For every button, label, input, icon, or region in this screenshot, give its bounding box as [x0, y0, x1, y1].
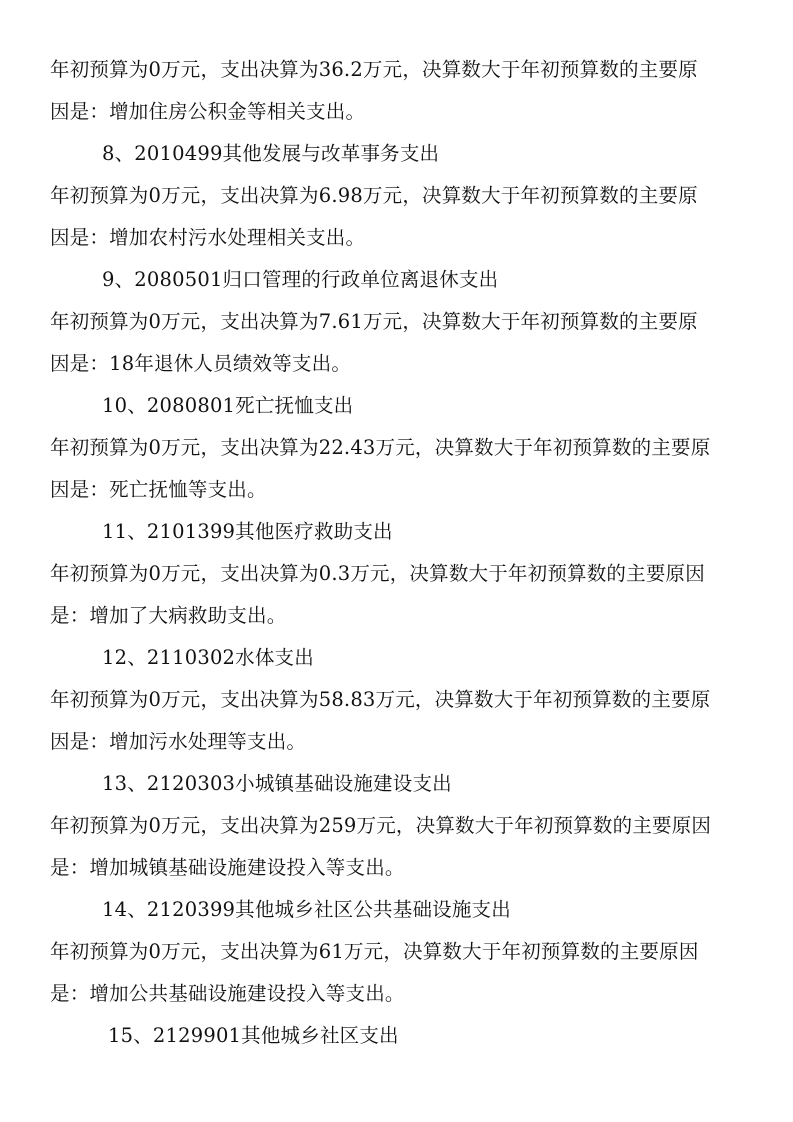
section-heading: 11、2101399其他医疗救助支出 [102, 520, 393, 543]
paragraph-line: 因是：增加污水处理等支出。 [50, 730, 307, 753]
section-heading: 8、2010499其他发展与改革事务支出 [102, 142, 440, 165]
section-heading: 14、2120399其他城乡社区公共基础设施支出 [102, 898, 511, 921]
paragraph-line: 年初预算为0万元，支出决算为22.43万元，决算数大于年初预算数的主要原 [50, 436, 711, 459]
paragraph-line: 因是：18年退休人员绩效等支出。 [50, 352, 352, 375]
section-heading: 10、2080801死亡抚恤支出 [102, 394, 354, 417]
paragraph-line: 因是：死亡抚恤等支出。 [50, 478, 267, 501]
paragraph-line: 年初预算为0万元，支出决算为61万元，决算数大于年初预算数的主要原因 [50, 940, 699, 963]
paragraph-line: 是：增加公共基础设施建设投入等支出。 [50, 982, 405, 1005]
paragraph-line: 年初预算为0万元，支出决算为0.3万元，决算数大于年初预算数的主要原因 [50, 562, 705, 585]
section-heading: 13、2120303小城镇基础设施建设支出 [102, 772, 452, 795]
paragraph-line: 年初预算为0万元，支出决算为58.83万元，决算数大于年初预算数的主要原 [50, 688, 711, 711]
paragraph-line: 是：增加城镇基础设施建设投入等支出。 [50, 856, 405, 879]
paragraph-line: 因是：增加住房公积金等相关支出。 [50, 100, 366, 123]
section-heading: 12、2110302水体支出 [102, 646, 314, 669]
section-heading: 9、2080501归口管理的行政单位离退休支出 [102, 268, 499, 291]
paragraph-line: 年初预算为0万元，支出决算为259万元，决算数大于年初预算数的主要原因 [50, 814, 712, 837]
section-heading: 15、2129901其他城乡社区支出 [108, 1024, 399, 1047]
paragraph-line: 年初预算为0万元，支出决算为6.98万元，决算数大于年初预算数的主要原 [50, 184, 698, 207]
paragraph-line: 年初预算为0万元，支出决算为36.2万元，决算数大于年初预算数的主要原 [50, 58, 698, 81]
paragraph-line: 因是：增加农村污水处理相关支出。 [50, 226, 366, 249]
paragraph-line: 年初预算为0万元，支出决算为7.61万元，决算数大于年初预算数的主要原 [50, 310, 698, 333]
paragraph-line: 是：增加了大病救助支出。 [50, 604, 287, 627]
